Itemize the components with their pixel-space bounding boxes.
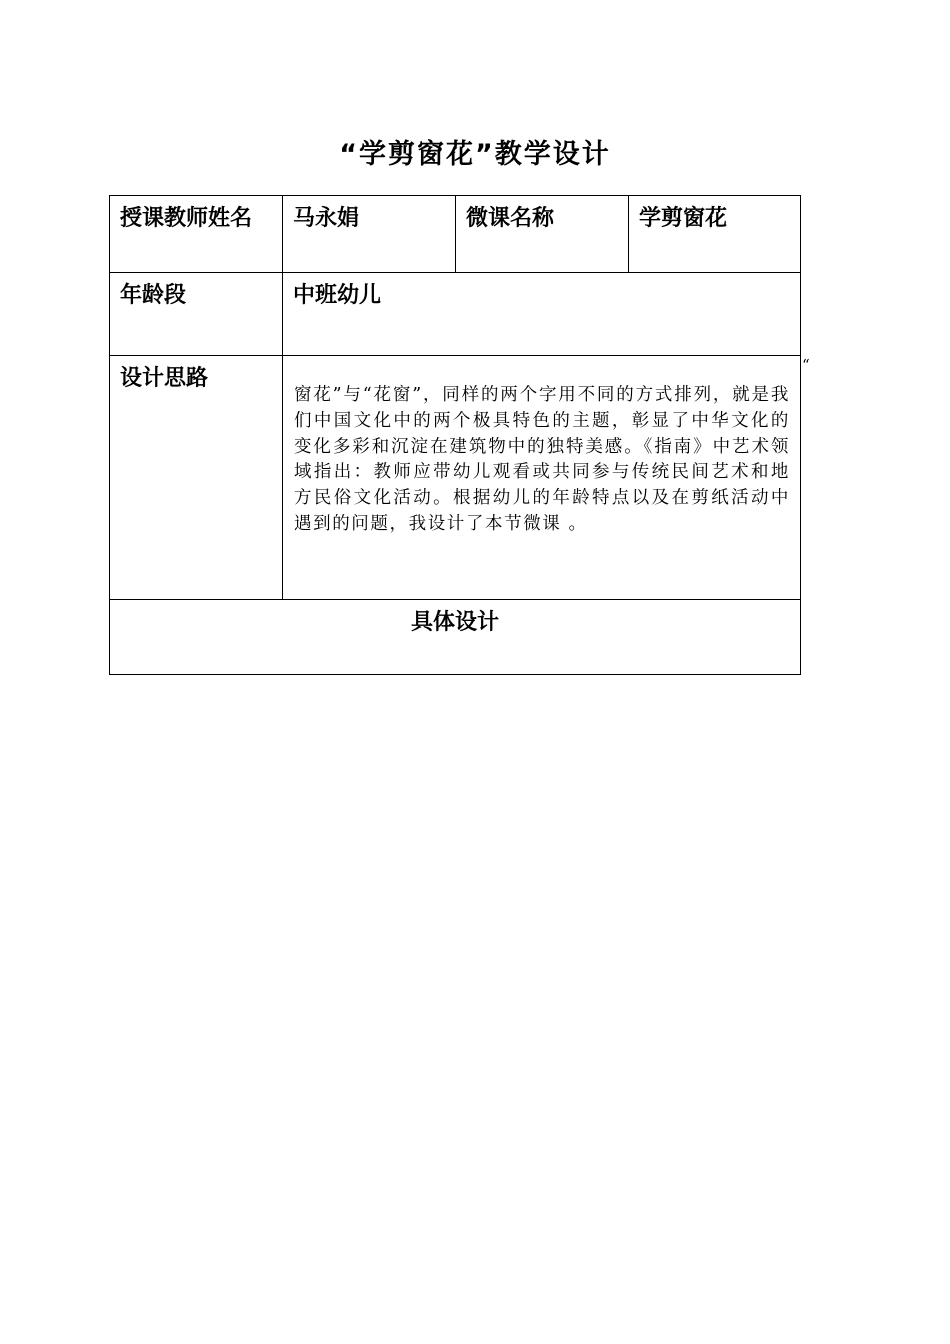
section-heading: 具体设计 <box>110 600 801 675</box>
age-value: 中班幼儿 <box>283 273 801 356</box>
table-row-age <box>110 273 801 356</box>
table-row-teacher <box>110 196 801 273</box>
table-row-design <box>110 356 801 600</box>
stray-open-quote: “ <box>802 356 810 374</box>
age-label: 年龄段 <box>110 273 283 356</box>
course-name: 学剪窗花 <box>629 196 801 273</box>
course-label: 微课名称 <box>456 196 629 273</box>
table-row-section <box>110 600 801 675</box>
design-paragraph: 窗花”与“花窗”，同样的两个字用不同的方式排列，就是我们中国文化中的两个极具特色的主题，彰显了中华文化的变化多彩和沉淀在建筑物中的独特美感。《指南》中艺术领域指出：教师应带幼儿观看或共同参与传统民间艺术和地方民俗文化活动。根据幼儿的年龄特点以及在剪纸活动中遇到的问题，我设计了本节微课 。 <box>283 356 801 600</box>
document-title: “学剪窗花”教学设计 <box>339 139 611 170</box>
teacher-name: 马永娟 <box>283 196 456 273</box>
teacher-label: 授课教师姓名 <box>110 196 283 273</box>
design-label: 设计思路 <box>110 356 283 600</box>
lesson-info-table <box>109 195 801 675</box>
